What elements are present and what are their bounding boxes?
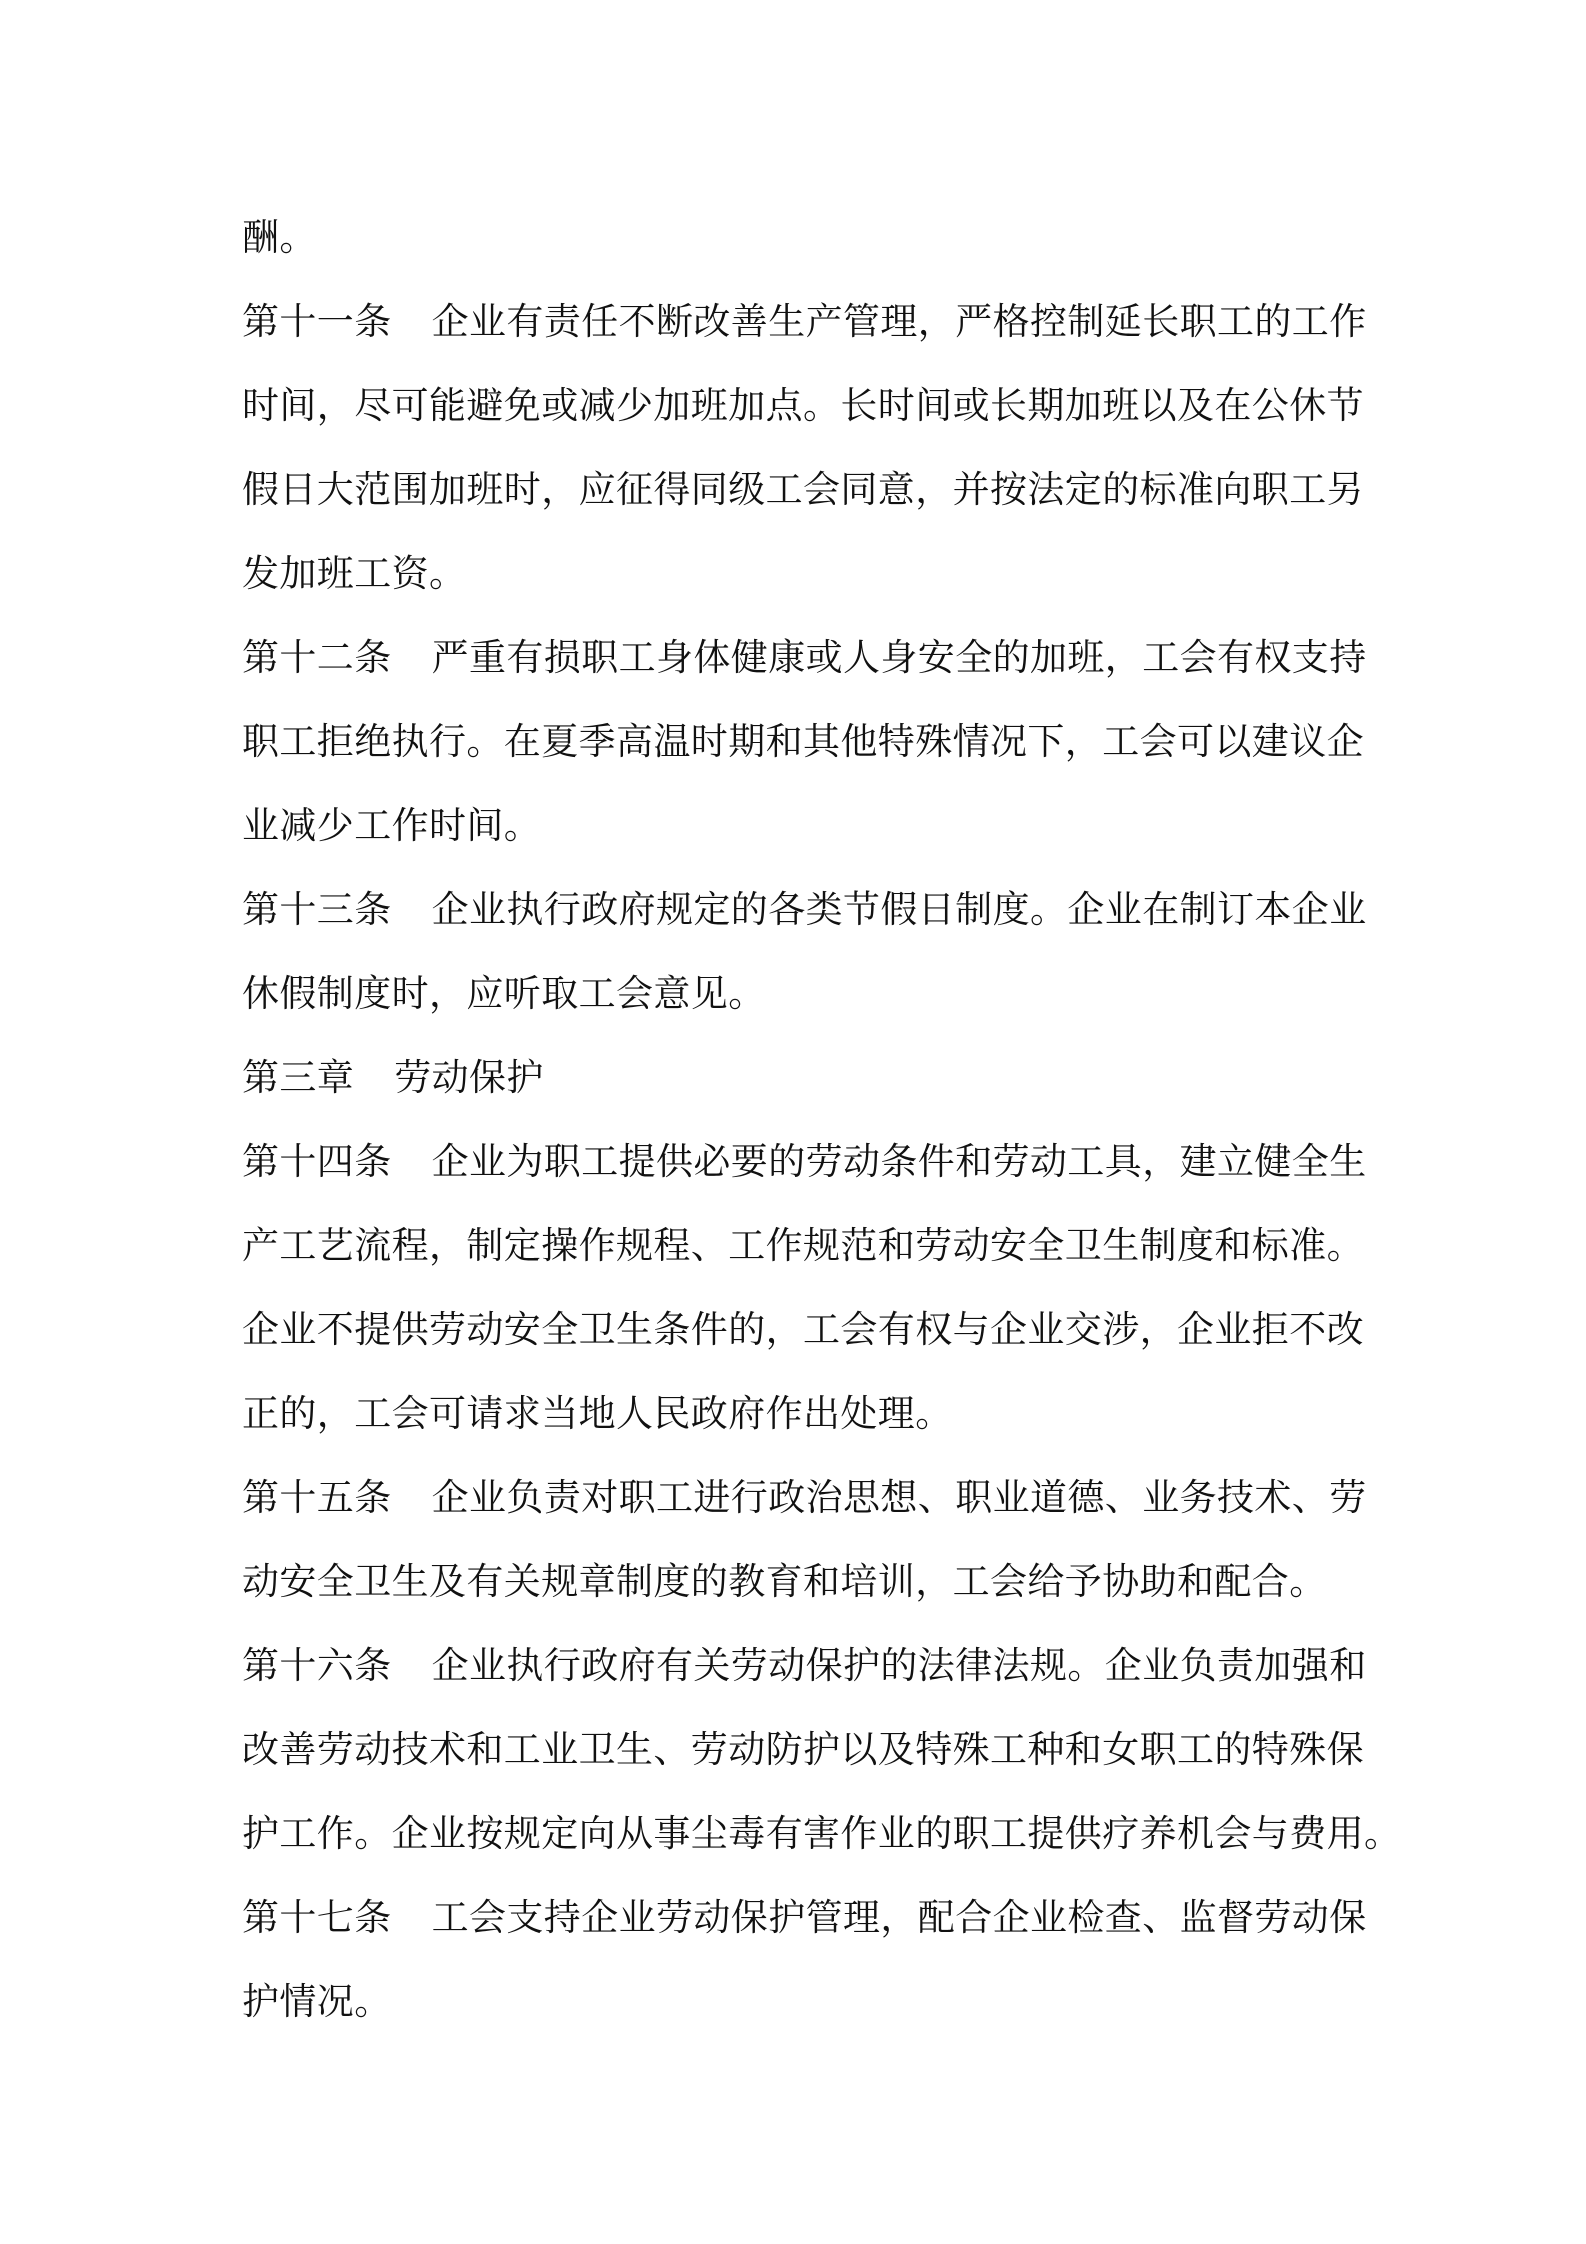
line-text: 休假制度时，应听取工会意见。 [242, 972, 766, 1015]
text-line [242, 1372, 1362, 1456]
line-text: 护情况。 [242, 1980, 392, 2023]
line-text: 严重有损职工身体健康或人身安全的加班，工会有权支持 [431, 636, 1367, 679]
article-number: 第十二条 [242, 636, 392, 679]
line-text: 工会支持企业劳动保护管理，配合企业检查、监督劳动保 [431, 1896, 1367, 1939]
document-body [242, 196, 1402, 2044]
text-line [242, 1960, 1362, 2044]
text-line [242, 364, 1362, 448]
article-15-heading-line [242, 1456, 1367, 1540]
chapter-number: 第三章 [242, 1056, 355, 1099]
line-text: 正的，工会可请求当地人民政府作出处理。 [242, 1392, 953, 1435]
article-number: 第十五条 [242, 1476, 392, 1519]
article-12-heading-line [242, 616, 1367, 700]
article-number: 第十六条 [242, 1644, 392, 1687]
line-text: 企业为职工提供必要的劳动条件和劳动工具，建立健全生 [431, 1140, 1367, 1183]
line-text: 产工艺流程，制定操作规程、工作规范和劳动安全卫生制度和标准。 [242, 1224, 1364, 1267]
line-text: 动安全卫生及有关规章制度的教育和培训，工会给予协助和配合。 [242, 1560, 1327, 1603]
text-line [242, 1204, 1362, 1288]
line-text: 企业执行政府有关劳动保护的法律法规。企业负责加强和 [431, 1644, 1367, 1687]
text-line [242, 1792, 1402, 1876]
article-number: 第十一条 [242, 300, 392, 343]
line-text: 职工拒绝执行。在夏季高温时期和其他特殊情况下，工会可以建议企 [242, 720, 1364, 763]
article-number: 第十四条 [242, 1140, 392, 1183]
chapter-3-heading [242, 1036, 1362, 1120]
article-number: 第十七条 [242, 1896, 392, 1939]
text-line [242, 448, 1362, 532]
line-text: 护工作。企业按规定向从事尘毒有害作业的职工提供疗养机会与费用。 [242, 1812, 1402, 1855]
text-line [242, 1708, 1362, 1792]
line-text: 改善劳动技术和工业卫生、劳动防护以及特殊工种和女职工的特殊保 [242, 1728, 1364, 1771]
line-text: 发加班工资。 [242, 552, 467, 595]
text-line [242, 1288, 1362, 1372]
line-text: 业减少工作时间。 [242, 804, 542, 847]
line-text: 企业负责对职工进行政治思想、职业道德、业务技术、劳 [431, 1476, 1367, 1519]
article-17-heading-line [242, 1876, 1367, 1960]
line-text: 企业执行政府规定的各类节假日制度。企业在制订本企业 [431, 888, 1367, 931]
text-line [242, 952, 1362, 1036]
line-text: 假日大范围加班时，应征得同级工会同意，并按法定的标准向职工另 [242, 468, 1364, 511]
line-text: 时间，尽可能避免或减少加班加点。长时间或长期加班以及在公休节 [242, 384, 1364, 427]
text-line [242, 700, 1362, 784]
article-13-heading-line [242, 868, 1367, 952]
article-11-heading-line [242, 280, 1367, 364]
line-text: 企业有责任不断改善生产管理，严格控制延长职工的工作 [431, 300, 1367, 343]
line-text: 酬。 [242, 216, 317, 259]
line-text: 企业不提供劳动安全卫生条件的，工会有权与企业交涉，企业拒不改 [242, 1308, 1364, 1351]
article-number: 第十三条 [242, 888, 392, 931]
text-line [242, 784, 1362, 868]
article-14-heading-line [242, 1120, 1367, 1204]
chapter-title: 劳动保护 [394, 1056, 544, 1099]
text-line [242, 196, 1362, 280]
article-16-heading-line [242, 1624, 1367, 1708]
text-line [242, 532, 1362, 616]
text-line [242, 1540, 1362, 1624]
